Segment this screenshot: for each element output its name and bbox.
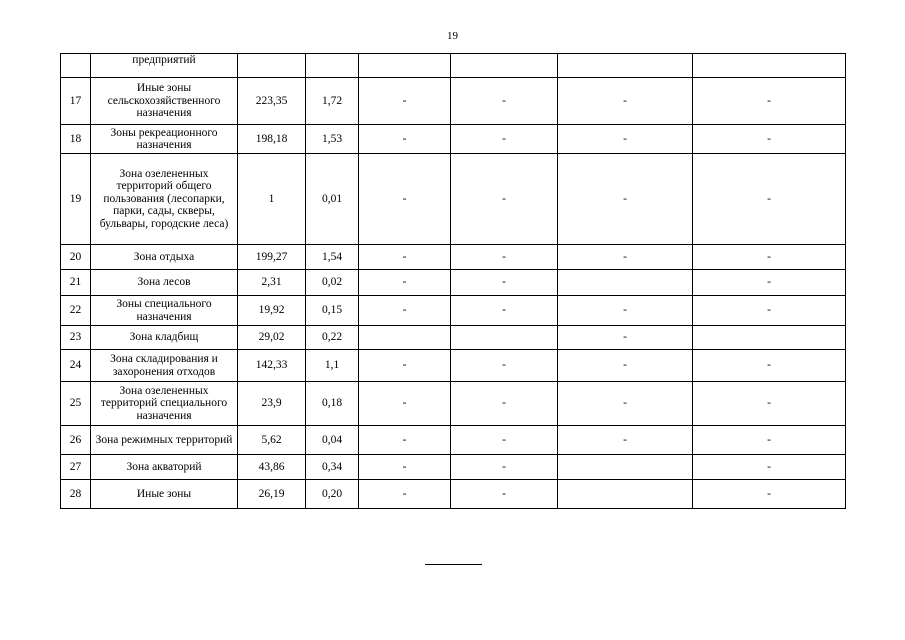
- zone-share: 0,04: [306, 426, 359, 455]
- zone-share: 1,54: [306, 245, 359, 270]
- column-4-value: -: [693, 480, 846, 509]
- column-3-value: [558, 455, 693, 480]
- zone-name: Зона кладбищ: [91, 326, 238, 350]
- column-2-value: [451, 326, 558, 350]
- page-number: 19: [447, 30, 458, 42]
- column-3-value: -: [558, 296, 693, 326]
- column-3-value: -: [558, 326, 693, 350]
- row-number: 23: [61, 326, 91, 350]
- column-3-value: -: [558, 426, 693, 455]
- row-number: 20: [61, 245, 91, 270]
- table-row: [61, 455, 846, 480]
- column-2-value: -: [451, 245, 558, 270]
- zone-name: Зона режимных территорий: [91, 426, 238, 455]
- zone-area: 29,02: [238, 326, 306, 350]
- zone-area: 199,27: [238, 245, 306, 270]
- column-1-value: -: [359, 154, 451, 245]
- zone-share: 0,02: [306, 270, 359, 296]
- zone-area: 5,62: [238, 426, 306, 455]
- row-number: [61, 54, 91, 78]
- zone-name: Зоны рекреационного назначения: [91, 125, 238, 154]
- table-row: [61, 326, 846, 350]
- column-1-value: -: [359, 78, 451, 125]
- zone-area: 26,19: [238, 480, 306, 509]
- column-1-value: [359, 54, 451, 78]
- zone-name: Зона лесов: [91, 270, 238, 296]
- zone-area: 142,33: [238, 350, 306, 382]
- table-row: [61, 245, 846, 270]
- zone-share: 0,18: [306, 382, 359, 426]
- table-row: [61, 426, 846, 455]
- column-2-value: -: [451, 480, 558, 509]
- zone-share: 0,01: [306, 154, 359, 245]
- table-row: [61, 270, 846, 296]
- zone-name: Зона акваторий: [91, 455, 238, 480]
- zones-table: [60, 53, 846, 509]
- column-4-value: -: [693, 296, 846, 326]
- zone-share: 0,20: [306, 480, 359, 509]
- row-number: 17: [61, 78, 91, 125]
- column-4-value: -: [693, 455, 846, 480]
- column-2-value: -: [451, 78, 558, 125]
- column-4-value: -: [693, 350, 846, 382]
- zone-area: 19,92: [238, 296, 306, 326]
- column-4-value: [693, 54, 846, 78]
- column-1-value: -: [359, 426, 451, 455]
- zone-area: 198,18: [238, 125, 306, 154]
- column-4-value: -: [693, 154, 846, 245]
- column-1-value: -: [359, 382, 451, 426]
- column-4-value: -: [693, 125, 846, 154]
- zone-area: 223,35: [238, 78, 306, 125]
- row-number: 28: [61, 480, 91, 509]
- table-row: [61, 54, 846, 78]
- column-1-value: -: [359, 455, 451, 480]
- column-1-value: -: [359, 245, 451, 270]
- column-4-value: -: [693, 245, 846, 270]
- zone-share: [306, 54, 359, 78]
- column-3-value: -: [558, 245, 693, 270]
- zone-area: 1: [238, 154, 306, 245]
- column-3-value: -: [558, 382, 693, 426]
- zone-name: Зона складирования и захоронения отходов: [91, 350, 238, 382]
- row-number: 21: [61, 270, 91, 296]
- column-2-value: -: [451, 426, 558, 455]
- zone-area: 2,31: [238, 270, 306, 296]
- row-number: 27: [61, 455, 91, 480]
- zone-area: [238, 54, 306, 78]
- column-4-value: -: [693, 270, 846, 296]
- row-number: 26: [61, 426, 91, 455]
- row-number: 24: [61, 350, 91, 382]
- column-1-value: [359, 326, 451, 350]
- column-2-value: -: [451, 296, 558, 326]
- table-row: [61, 350, 846, 382]
- zone-share: 0,15: [306, 296, 359, 326]
- column-1-value: -: [359, 270, 451, 296]
- column-3-value: [558, 270, 693, 296]
- zone-share: 1,1: [306, 350, 359, 382]
- zone-name: Зона озелененных территорий общего пользования (лесопарки, парки, сады, скверы, бульвары, городские леса): [91, 154, 238, 245]
- table-row: [61, 480, 846, 509]
- zone-name: Иные зоны: [91, 480, 238, 509]
- zone-share: 0,22: [306, 326, 359, 350]
- zone-area: 43,86: [238, 455, 306, 480]
- column-4-value: -: [693, 426, 846, 455]
- column-4-value: [693, 326, 846, 350]
- table-row: [61, 125, 846, 154]
- zone-area: 23,9: [238, 382, 306, 426]
- table-row: [61, 296, 846, 326]
- table-row: [61, 78, 846, 125]
- column-3-value: -: [558, 125, 693, 154]
- row-number: 22: [61, 296, 91, 326]
- column-1-value: -: [359, 480, 451, 509]
- column-2-value: -: [451, 154, 558, 245]
- zone-name: Иные зоны сельскохозяйственного назначения: [91, 78, 238, 125]
- row-number: 19: [61, 154, 91, 245]
- row-number: 18: [61, 125, 91, 154]
- column-1-value: -: [359, 350, 451, 382]
- column-2-value: -: [451, 455, 558, 480]
- column-3-value: -: [558, 154, 693, 245]
- table-row: [61, 382, 846, 426]
- zone-name: Зона озелененных территорий специального назначения: [91, 382, 238, 426]
- column-1-value: -: [359, 125, 451, 154]
- column-3-value: [558, 54, 693, 78]
- column-2-value: -: [451, 350, 558, 382]
- zone-share: 1,53: [306, 125, 359, 154]
- zone-name: Зоны специального назначения: [91, 296, 238, 326]
- column-3-value: -: [558, 78, 693, 125]
- table-row: [61, 154, 846, 245]
- column-4-value: -: [693, 78, 846, 125]
- column-4-value: -: [693, 382, 846, 426]
- column-3-value: [558, 480, 693, 509]
- column-1-value: -: [359, 296, 451, 326]
- zone-share: 1,72: [306, 78, 359, 125]
- column-2-value: -: [451, 125, 558, 154]
- column-2-value: -: [451, 382, 558, 426]
- zone-name: предприятий: [91, 54, 238, 78]
- row-number: 25: [61, 382, 91, 426]
- column-3-value: -: [558, 350, 693, 382]
- column-2-value: [451, 54, 558, 78]
- zone-share: 0,34: [306, 455, 359, 480]
- column-2-value: -: [451, 270, 558, 296]
- footer-rule: [425, 564, 482, 565]
- zone-name: Зона отдыха: [91, 245, 238, 270]
